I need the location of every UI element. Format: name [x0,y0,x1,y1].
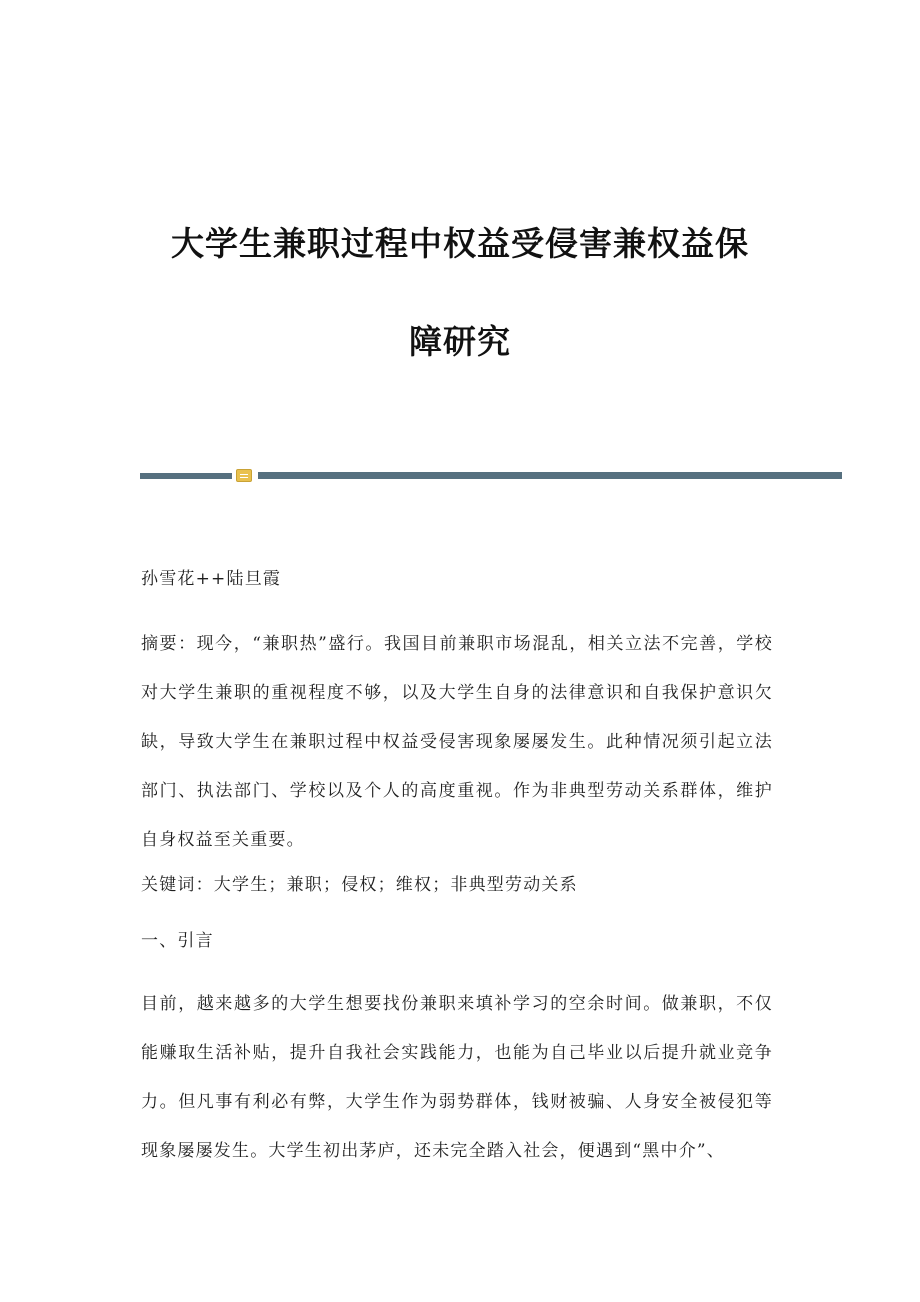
author-line: 孙雪花++陆旦霞 [141,569,282,589]
title-line-2: 障研究 [409,322,511,361]
divider-bar-right [258,472,842,479]
keywords-line: 关键词：大学生；兼职；侵权；维权；非典型劳动关系 [141,875,578,895]
abstract-paragraph: 摘要：现今，“兼职热”盛行。我国目前兼职市场混乱，相关立法不完善，学校对大学生兼职的重视程度不够，以及大学生自身的法律意识和自我保护意识欠缺，导致大学生在兼职过程中权益受侵害现象屡屡发生。此种情况须引起立法部门、执法部门、学校以及个人的高度重视。作为非典型劳动关系群体，维护自身权益至关重要。 [141,634,773,850]
title-line-1: 大学生兼职过程中权益受侵害兼权益保 [171,224,749,263]
title-divider [140,466,842,486]
section-heading: 一、引言 [141,931,214,951]
divider-emblem-icon [236,469,252,482]
body-paragraph: 目前，越来越多的大学生想要找份兼职来填补学习的空余时间。做兼职，不仅能赚取生活补贴，提升自我社会实践能力，也能为自己毕业以后提升就业竞争力。但凡事有利必有弊，大学生作为弱势群体，钱财被骗、人身安全被侵犯等现象屡屡发生。大学生初出茅庐，还未完全踏入社会，便遇到“黑中介”、 [141,994,773,1161]
divider-bar-left [140,473,232,479]
